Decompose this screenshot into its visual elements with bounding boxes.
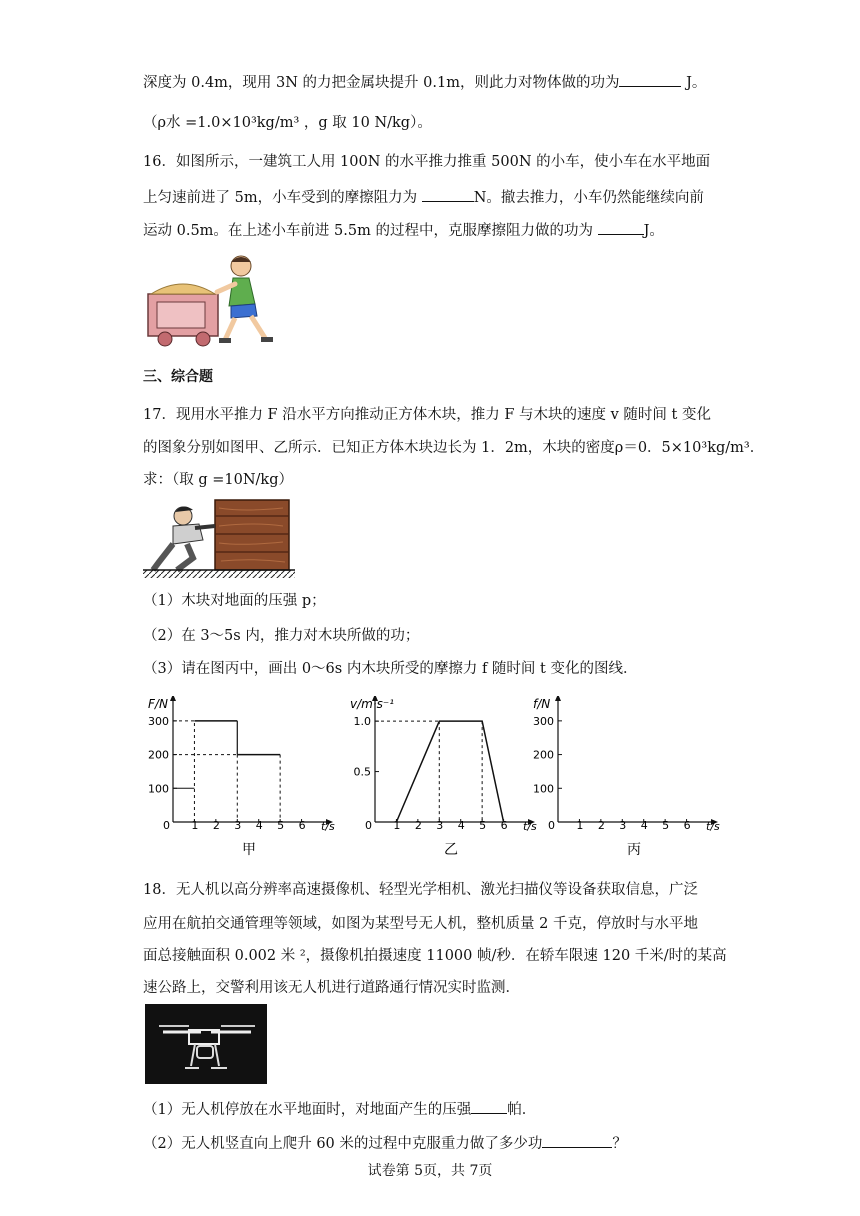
y-axis-label: v/m·s⁻¹ bbox=[350, 697, 395, 711]
y-axis-arrow bbox=[555, 696, 561, 701]
x-tick-label: 6 bbox=[298, 819, 306, 832]
chart-bing bbox=[528, 696, 728, 858]
q15-line1: 深度为 0.4m，现用 3N 的力把金属块提升 0.1m，则此力对物体做的功为 J。 bbox=[143, 72, 706, 93]
y-axis-label: f/N bbox=[533, 697, 551, 711]
x-axis-label: t/s bbox=[321, 820, 335, 833]
y-tick-label: 100 bbox=[533, 782, 554, 796]
x-tick-label: 6 bbox=[500, 819, 508, 832]
x-tick-label: 2 bbox=[212, 819, 220, 832]
q17-line1: 17．现用水平推力 F 沿水平方向推动正方体木块，推力 F 与木块的速度 v 随时间 t 变化 bbox=[143, 407, 711, 423]
x-tick-label: 6 bbox=[683, 819, 691, 832]
q18-line3: 面总接触面积 0.002 米 ²，摄像机拍摄速度 11000 帧/秒．在轿车限速 120 千米/时的某高 bbox=[143, 948, 727, 964]
page-footer: 试卷第 5页，共 7页 bbox=[367, 1163, 493, 1179]
section-title: 三、综合题 bbox=[143, 369, 213, 385]
chart-jia bbox=[143, 696, 338, 858]
x-tick-label: 2 bbox=[597, 819, 605, 832]
chart-caption: 丙 bbox=[627, 842, 641, 858]
x-tick-label: 0 bbox=[365, 819, 372, 832]
x-tick-label: 3 bbox=[234, 819, 242, 832]
y-axis-label: F/N bbox=[148, 697, 168, 711]
y-tick-label: 300 bbox=[148, 714, 169, 728]
x-tick-label: 5 bbox=[277, 819, 285, 832]
x-axis-label: t/s bbox=[523, 820, 537, 833]
q18-sub1: （1）无人机停放在水平地面时，对地面产生的压强 帕． bbox=[143, 1099, 536, 1120]
x-tick-label: 0 bbox=[163, 819, 170, 832]
x-tick-label: 4 bbox=[255, 819, 263, 832]
q16-line2: 上匀速前进了 5m，小车受到的摩擦阻力为 N。撤去推力，小车仍然能继续向前 bbox=[143, 187, 704, 208]
x-tick-label: 3 bbox=[436, 819, 444, 832]
answer-blank[interactable] bbox=[542, 1133, 612, 1148]
chart-yi bbox=[325, 696, 540, 858]
y-tick-label: 0.5 bbox=[353, 765, 371, 779]
q17-line3: 求：（取 g =10N/kg） bbox=[143, 472, 293, 488]
q18-line4: 速公路上，交警利用该无人机进行道路通行情况实时监测． bbox=[143, 980, 520, 996]
x-tick-label: 1 bbox=[191, 819, 199, 832]
y-tick-label: 300 bbox=[533, 714, 554, 728]
q15-density-note: （ρ水 =1.0×10³kg/m³ ，g 取 10 N/kg）。 bbox=[143, 115, 432, 131]
answer-blank[interactable] bbox=[619, 72, 681, 87]
y-tick-label: 100 bbox=[148, 782, 169, 796]
x-tick-label: 2 bbox=[414, 819, 422, 832]
q16-line1: 16．如图所示，一建筑工人用 100N 的水平推力推重 500N 的小车，使小车在水平地面 bbox=[143, 154, 711, 170]
answer-blank[interactable] bbox=[598, 220, 644, 235]
x-tick-label: 4 bbox=[457, 819, 465, 832]
drone-photo bbox=[145, 1004, 267, 1084]
answer-blank[interactable] bbox=[422, 187, 474, 202]
q16-line3: 运动 0.5m。在上述小车前进 5.5m 的过程中，克服摩擦阻力做的功为 J。 bbox=[143, 220, 664, 241]
worker-pushing-cart-illustration bbox=[143, 252, 283, 348]
chart-caption: 甲 bbox=[242, 842, 256, 858]
x-tick-label: 3 bbox=[619, 819, 627, 832]
y-axis-arrow bbox=[170, 696, 176, 701]
q17-line2: 的图象分别如图甲、乙所示．已知正方体木块边长为 1．2m，木块的密度ρ＝0．5×10³kg/m³． bbox=[143, 440, 765, 456]
x-tick-label: 5 bbox=[662, 819, 670, 832]
q17-sub2: （2）在 3～5s 内，推力对木块所做的功； bbox=[143, 628, 420, 644]
y-tick-label: 200 bbox=[533, 748, 554, 762]
q18-sub2: （2）无人机竖直向上爬升 60 米的过程中克服重力做了多少功 ？ bbox=[143, 1133, 627, 1154]
x-tick-label: 5 bbox=[479, 819, 487, 832]
x-tick-label: 0 bbox=[548, 819, 555, 832]
x-tick-label: 1 bbox=[576, 819, 584, 832]
person-pushing-block-illustration bbox=[143, 496, 295, 580]
y-tick-label: 200 bbox=[148, 748, 169, 762]
series-line bbox=[396, 721, 503, 822]
q18-line1: 18．无人机以高分辨率高速摄像机、轻型光学相机、激光扫描仪等设备获取信息，广泛 bbox=[143, 882, 698, 898]
q17-sub3: （3）请在图丙中，画出 0～6s 内木块所受的摩擦力 f 随时间 t 变化的图线． bbox=[143, 661, 638, 677]
x-tick-label: 1 bbox=[393, 819, 401, 832]
q18-line2: 应用在航拍交通管理等领域，如图为某型号无人机，整机质量 2 千克，停放时与水平地 bbox=[143, 916, 698, 932]
x-axis-label: t/s bbox=[706, 820, 720, 833]
x-tick-label: 4 bbox=[640, 819, 648, 832]
answer-blank[interactable] bbox=[471, 1099, 507, 1114]
y-tick-label: 1.0 bbox=[353, 715, 371, 729]
chart-caption: 乙 bbox=[444, 842, 458, 858]
q17-sub1: （1）木块对地面的压强 p； bbox=[143, 593, 326, 609]
